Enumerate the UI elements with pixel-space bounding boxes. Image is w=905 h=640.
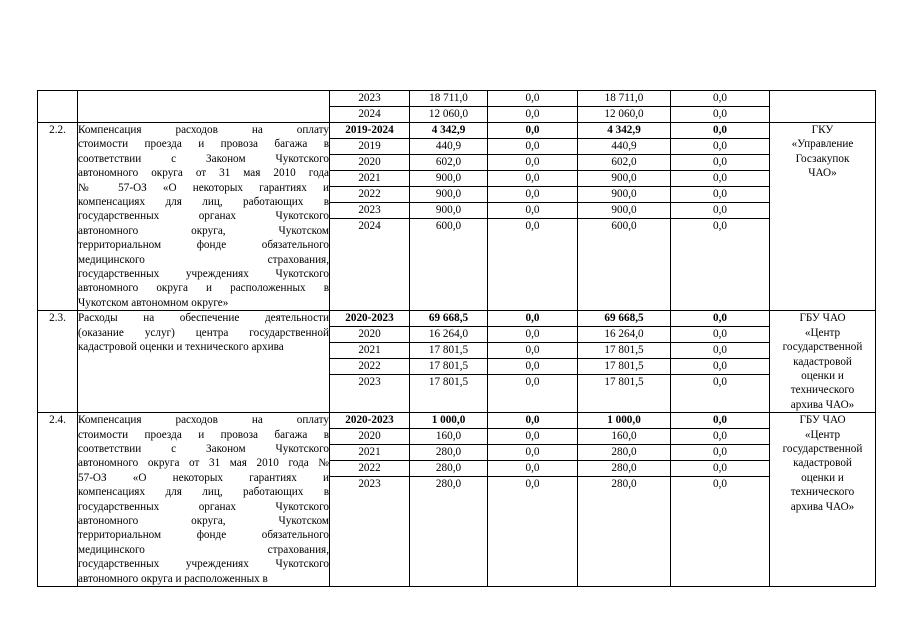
regional-cell: 69 668,5 [604, 312, 644, 325]
organization-line: технического [790, 384, 855, 397]
description-line: компенсациях для лиц, работающих в [78, 486, 329, 499]
federal-cell: 0,0 [488, 187, 577, 203]
table-row [38, 311, 876, 413]
other-cell: 0,0 [671, 326, 769, 343]
organization-line: ЧАО» [808, 167, 837, 180]
total-cell: 600,0 [435, 220, 462, 232]
total-column [410, 413, 488, 587]
other-cell: 0,0 [671, 461, 769, 477]
item-number: 2.3. [38, 311, 78, 413]
year-cell: 2024 [358, 220, 381, 232]
responsible-organization [770, 413, 876, 587]
year-cell: 2023 [358, 478, 381, 491]
regional-cell: 160,0 [578, 428, 670, 445]
organization-line: «Центр [804, 326, 841, 339]
federal-cell: 0,0 [488, 359, 577, 375]
total-cell: 17 801,5 [428, 376, 469, 389]
description-line: автономного округа, Чукотском [78, 514, 329, 527]
description-line: 57-ОЗ «О некоторых гарантиях и [78, 471, 329, 484]
total-cell: 17 801,5 [410, 343, 487, 359]
federal-cell: 0,0 [525, 376, 540, 389]
total-column [410, 123, 488, 311]
year-cell: 2022 [330, 461, 409, 477]
federal-column [488, 311, 578, 413]
description-line: компенсациях для лиц, работающих в [78, 196, 329, 209]
organization-line: оценки и [801, 471, 844, 484]
regional-cell: 280,0 [578, 445, 670, 461]
other-column [671, 91, 770, 123]
federal-cell: 0,0 [488, 326, 577, 343]
description-line: стоимости проезда и провоза багажа в [78, 428, 329, 441]
table-row [38, 413, 876, 587]
federal-cell: 0,0 [525, 312, 540, 325]
total-cell: 900,0 [410, 187, 487, 203]
description-line: стоимости проезда и провоза багажа в [78, 138, 329, 151]
organization-line: ГКУ [811, 124, 834, 136]
description-line: Компенсация расходов на оплату [78, 124, 329, 136]
description-line: медицинского страхования, [78, 253, 329, 266]
regional-cell: 16 264,0 [578, 326, 670, 343]
organization-line: архива ЧАО» [790, 500, 855, 513]
responsible-organization [770, 123, 876, 311]
year-cell: 2019 [330, 139, 409, 155]
year-column [330, 91, 410, 123]
other-cell: 0,0 [671, 428, 769, 445]
description-line: Чукотском автономном округе» [78, 296, 229, 309]
year-cell: 2023 [358, 376, 381, 389]
other-column [671, 311, 770, 413]
federal-cell: 0,0 [488, 171, 577, 187]
regional-cell: 1 000,0 [607, 414, 641, 427]
description-line: кадастровой оценки и технического архива [78, 341, 284, 354]
other-cell: 0,0 [671, 203, 769, 219]
year-column [330, 311, 410, 413]
total-cell: 17 801,5 [410, 359, 487, 375]
responsible-organization [770, 91, 876, 123]
federal-column [488, 123, 578, 311]
total-cell: 160,0 [410, 428, 487, 445]
description-line: Компенсация расходов на оплату [78, 414, 329, 427]
regional-column [578, 413, 671, 587]
other-cell: 0,0 [713, 376, 727, 389]
regional-cell: 900,0 [578, 203, 670, 219]
description-line: № 57-ОЗ «О некоторых гарантиях и [78, 181, 329, 194]
organization-line: оценки и [801, 369, 844, 382]
year-cell: 2024 [358, 108, 381, 120]
description-line: (оказание услуг) центра государственной [78, 326, 329, 339]
organization-line: «Управление [791, 138, 854, 151]
regional-cell: 440,9 [578, 138, 670, 155]
other-cell: 0,0 [713, 124, 727, 136]
item-number: 2.4. [38, 413, 78, 587]
year-cell: 2020 [330, 155, 409, 171]
total-cell: 900,0 [410, 203, 487, 219]
description-line: государственных учреждениях Чукотского [78, 268, 329, 281]
federal-cell: 0,0 [488, 91, 577, 107]
total-cell: 900,0 [410, 171, 487, 187]
item-description [78, 311, 330, 413]
regional-column [578, 91, 671, 123]
federal-cell: 0,0 [525, 124, 540, 136]
budget-table [37, 90, 876, 587]
organization-line: ГБУ ЧАО [799, 312, 846, 325]
table-row [38, 91, 876, 123]
year-cell: 2020 [330, 429, 409, 445]
regional-cell: 600,0 [611, 220, 637, 232]
regional-cell: 900,0 [578, 187, 670, 203]
regional-cell: 17 801,5 [578, 343, 670, 359]
other-cell: 0,0 [671, 155, 769, 171]
responsible-organization [770, 311, 876, 413]
other-cell: 0,0 [671, 187, 769, 203]
year-cell: 2021 [330, 343, 409, 359]
item-number [38, 91, 78, 123]
regional-cell: 602,0 [578, 155, 670, 171]
total-cell: 69 668,5 [428, 312, 469, 325]
federal-cell: 0,0 [488, 138, 577, 155]
total-cell: 602,0 [410, 155, 487, 171]
regional-cell: 4 342,9 [607, 124, 641, 136]
other-cell: 0,0 [671, 91, 769, 107]
other-cell: 0,0 [713, 312, 727, 325]
federal-column [488, 413, 578, 587]
other-cell: 0,0 [671, 343, 769, 359]
organization-line: кадастровой [793, 457, 852, 470]
total-column [410, 311, 488, 413]
total-cell: 280,0 [410, 445, 487, 461]
federal-cell: 0,0 [488, 155, 577, 171]
year-cell: 2021 [330, 171, 409, 187]
description-line: автономного округа и расположенных в [78, 572, 268, 585]
item-description [78, 91, 330, 123]
regional-cell: 280,0 [611, 478, 637, 491]
year-cell: 2019-2024 [330, 123, 409, 139]
regional-column [578, 311, 671, 413]
other-cell: 0,0 [671, 445, 769, 461]
description-line: автономного округа от 31 мая 2010 года [78, 167, 329, 180]
item-description [78, 123, 330, 311]
total-cell: 4 342,9 [431, 124, 466, 136]
total-cell: 280,0 [410, 461, 487, 477]
federal-cell: 0,0 [525, 108, 540, 120]
description-line: Расходы на обеспечение деятельности [78, 312, 329, 325]
description-line: автономного округа, Чукотском [78, 224, 329, 237]
organization-line: «Центр [804, 428, 841, 441]
federal-cell: 0,0 [525, 414, 540, 427]
description-line: государственных органах Чукотского [78, 500, 329, 513]
organization-line: технического [790, 486, 855, 499]
other-cell: 0,0 [713, 478, 727, 491]
description-line: автономного округа от 31 мая 2010 года № [78, 457, 329, 470]
organization-line: Госзакупок [795, 152, 850, 165]
year-cell: 2020 [330, 327, 409, 343]
other-cell: 0,0 [713, 220, 727, 232]
table-body [38, 91, 876, 587]
description-line: соответствии с Законом Чукотского [78, 442, 329, 455]
regional-cell: 17 801,5 [604, 376, 644, 389]
regional-cell: 900,0 [578, 171, 670, 187]
description-line: автономного округа и расположенных в [78, 282, 329, 295]
year-cell: 2023 [330, 203, 409, 219]
organization-line: архива ЧАО» [790, 398, 855, 411]
federal-cell: 0,0 [525, 478, 540, 491]
year-column [330, 413, 410, 587]
total-cell: 18 711,0 [410, 91, 487, 107]
description-line: государственных органах Чукотского [78, 210, 329, 223]
regional-cell: 18 711,0 [578, 91, 670, 107]
description-line: территориальном фонде обязательного [78, 239, 329, 252]
federal-cell: 0,0 [525, 220, 540, 232]
federal-cell: 0,0 [488, 428, 577, 445]
year-cell: 2022 [330, 359, 409, 375]
other-column [671, 413, 770, 587]
year-column [330, 123, 410, 311]
organization-line: государственной [782, 341, 863, 354]
year-cell: 2020-2023 [330, 311, 409, 327]
other-cell: 0,0 [713, 108, 727, 120]
total-column [410, 91, 488, 123]
organization-line: ГБУ ЧАО [799, 414, 846, 427]
total-cell: 12 060,0 [428, 108, 469, 120]
year-cell: 2022 [330, 187, 409, 203]
regional-column [578, 123, 671, 311]
regional-cell: 17 801,5 [578, 359, 670, 375]
organization-line: кадастровой [793, 355, 852, 368]
other-column [671, 123, 770, 311]
regional-cell: 12 060,0 [604, 108, 644, 120]
year-cell: 2020-2023 [330, 413, 409, 429]
description-line: территориальном фонде обязательного [78, 529, 329, 542]
regional-cell: 280,0 [578, 461, 670, 477]
description-line: государственных учреждениях Чукотского [78, 558, 329, 571]
total-cell: 16 264,0 [410, 326, 487, 343]
total-cell: 440,9 [410, 138, 487, 155]
organization-line: государственной [782, 442, 863, 455]
federal-column [488, 91, 578, 123]
table-row [38, 123, 876, 311]
other-cell: 0,0 [671, 359, 769, 375]
year-cell: 2023 [330, 91, 409, 107]
item-description [78, 413, 330, 587]
federal-cell: 0,0 [488, 343, 577, 359]
other-cell: 0,0 [671, 138, 769, 155]
other-cell: 0,0 [713, 414, 727, 427]
description-line: соответствии с Законом Чукотского [78, 152, 329, 165]
federal-cell: 0,0 [488, 461, 577, 477]
other-cell: 0,0 [671, 171, 769, 187]
description-line: медицинского страхования, [78, 543, 329, 556]
total-cell: 280,0 [435, 478, 462, 491]
federal-cell: 0,0 [488, 203, 577, 219]
item-number: 2.2. [38, 123, 78, 311]
year-cell: 2021 [330, 445, 409, 461]
federal-cell: 0,0 [488, 445, 577, 461]
total-cell: 1 000,0 [431, 414, 466, 427]
